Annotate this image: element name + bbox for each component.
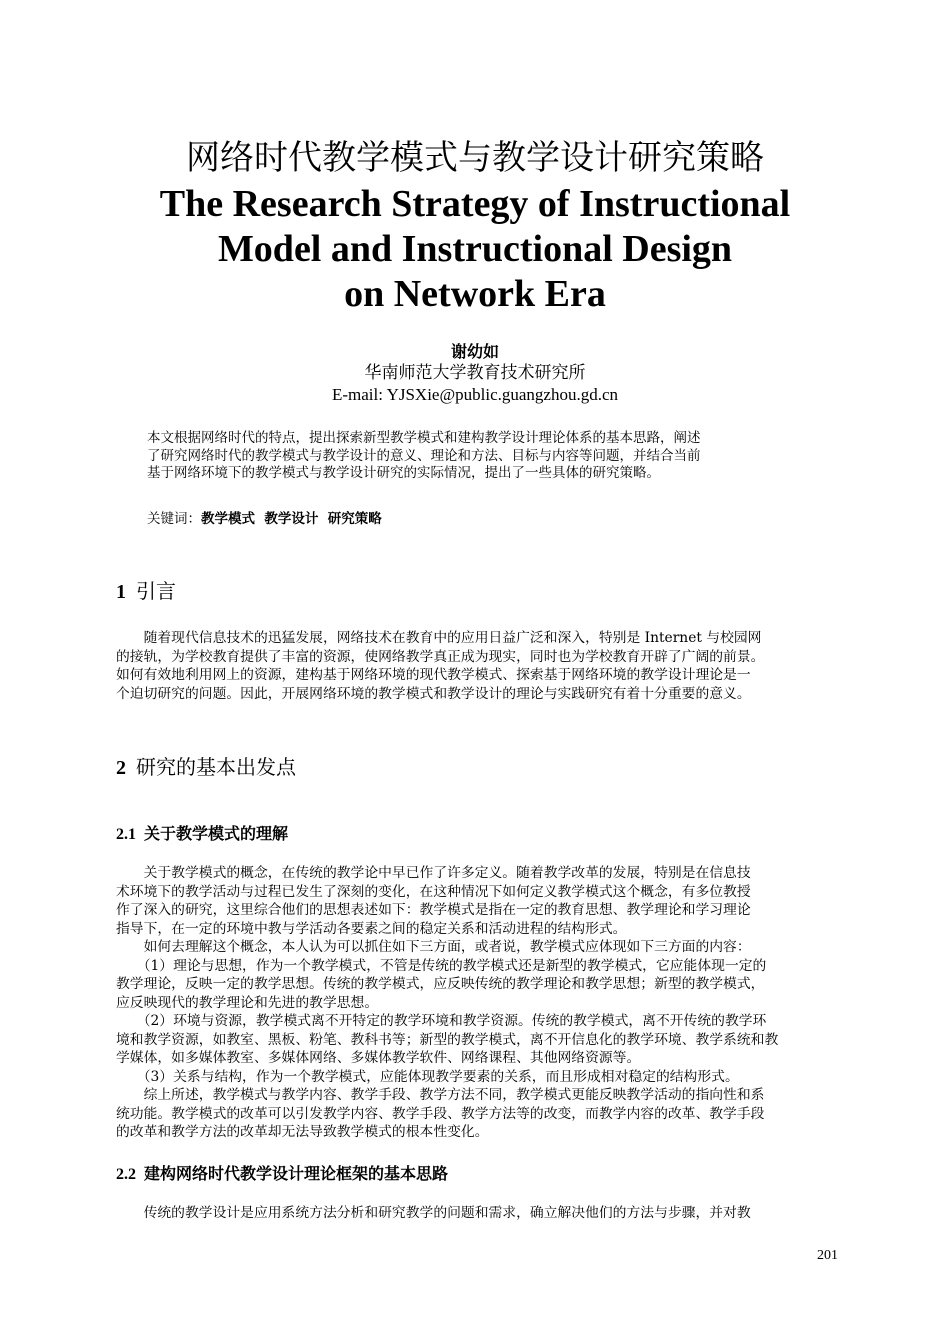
text-line: 传统的教学设计是应用系统方法分析和研究教学的问题和需求，确立解决他们的方法与步骤，并对教 [116,1205,751,1221]
text-line: 应反映现代的教学理论和先进的教学思想。 [116,994,379,1011]
text-line: 随着现代信息技术的迅猛发展，网络技术在教育中的应用日益广泛和深入，特别是 Internet 与校园网 [116,630,762,646]
abstract [147,430,797,483]
affiliation: 华南师范大学教育技术研究所 [364,363,586,383]
section-title: 引言 [136,579,176,603]
abstract-line: 了研究网络时代的教学模式与教学设计的意义、理论和方法、目标与内容等问题，并结合当前 [147,447,701,464]
text-line: 教学理论，反映一定的教学思想。传统的教学模式，应反映传统的教学理论和教学思想；新型的教学模式， [116,976,765,992]
text-line: 个迫切研究的问题。因此，开展网络环境的教学模式和教学设计的理论与实践研究有着十分重要的意义。 [116,685,751,702]
subsection-title: 关于教学模式的理解 [144,824,289,843]
text-line: 如何有效地利用网上的资源，建构基于网络环境的现代教学模式、探索基于网络环境的教学设计理论是一 [116,667,751,683]
text-line: 境和教学资源，如教室、黑板、粉笔、教科书等；新型的教学模式，离不开信息化的教学环境、教学系统和教 [116,1031,779,1048]
text-line: 统功能。教学模式的改革可以引发教学内容、教学手段、教学方法等的改变，而教学内容的改革、教学手段 [116,1105,765,1122]
section-1-paragraph [116,629,838,703]
english-title-line: Model and Instructional Design [217,228,733,270]
text-line: （2）环境与资源，教学模式离不开特定的教学环境和教学资源。传统的教学模式，离不开传统的教学环 [116,1013,767,1029]
text-line: （3）关系与结构，作为一个教学模式，应能体现教学要素的关系，而且形成相对稳定的结构形式。 [116,1068,739,1085]
subsection-title: 建构网络时代教学设计理论框架的基本思路 [144,1164,449,1183]
section-title: 研究的基本出发点 [136,755,296,779]
keywords-label: 关键词： [147,511,201,527]
english-title-line: on Network Era [344,273,606,315]
text-line: 指导下，在一定的环境中教与学活动各要素之间的稳定关系和活动进程的结构形式。 [116,920,627,937]
page-number: 201 [817,1248,838,1263]
keywords [147,510,382,528]
text-line: （1）理论与思想，作为一个教学模式，不管是传统的教学模式还是新型的教学模式，它应能体现一定的 [116,957,767,974]
section-heading-1 [116,578,176,605]
author-name: 谢幼如 [450,342,499,361]
text-line: 综上所述，教学模式与教学内容、教学手段、教学方法不同，教学模式更能反映教学活动的指向性和系 [116,1087,765,1103]
section-number: 2 [116,757,126,779]
english-title [0,182,950,317]
text-line: 如何去理解这个概念，本人认为可以抓住如下三方面，或者说，教学模式应体现如下三方面的内容： [116,939,751,955]
section-2-1-body [116,864,838,1142]
section-number: 1 [116,581,126,603]
section-2-2-body [116,1204,838,1223]
subsection-heading-2-1 [116,823,288,846]
subsection-number: 2.1 [116,826,136,843]
keywords-value: 教学模式 教学设计 研究策略 [201,511,382,527]
text-line: 作了深入的研究，这里综合他们的思想表述如下：教学模式是指在一定的教育思想、教学理论和学习理论 [116,902,751,918]
abstract-line: 本文根据网络时代的特点，提出探索新型教学模式和建构教学设计理论体系的基本思路，阐述 [147,430,701,446]
text-line: 术环境下的教学活动与过程已发生了深刻的变化，在这种情况下如何定义教学模式这个概念，有多位教授 [116,883,751,900]
text-line: 学媒体，如多媒体教室、多媒体网络、多媒体教学软件、网络课程、其他网络资源等。 [116,1050,641,1066]
author-email: E-mail: YJSXie@public.guangzhou.gd.cn [331,385,619,404]
english-title-line: The Research Strategy of Instructional [159,183,791,225]
text-line: 的改革和教学方法的改革却无法导致教学模式的根本性变化。 [116,1124,489,1140]
text-line: 的接轨，为学校教育提供了丰富的资源，使网络教学真正成为现实，同时也为学校教育开辟了广阔的前景。 [116,648,765,665]
subsection-heading-2-2 [116,1163,448,1186]
section-heading-2 [116,754,296,781]
chinese-title: 网络时代教学模式与教学设计研究策略 [186,138,764,178]
text-line: 关于教学模式的概念，在传统的教学论中早已作了许多定义。随着教学改革的发展，特别是在信息技 [116,865,751,881]
abstract-line: 基于网络环境下的教学模式与教学设计研究的实际情况，提出了一些具体的研究策略。 [147,465,660,481]
subsection-number: 2.2 [116,1166,136,1183]
